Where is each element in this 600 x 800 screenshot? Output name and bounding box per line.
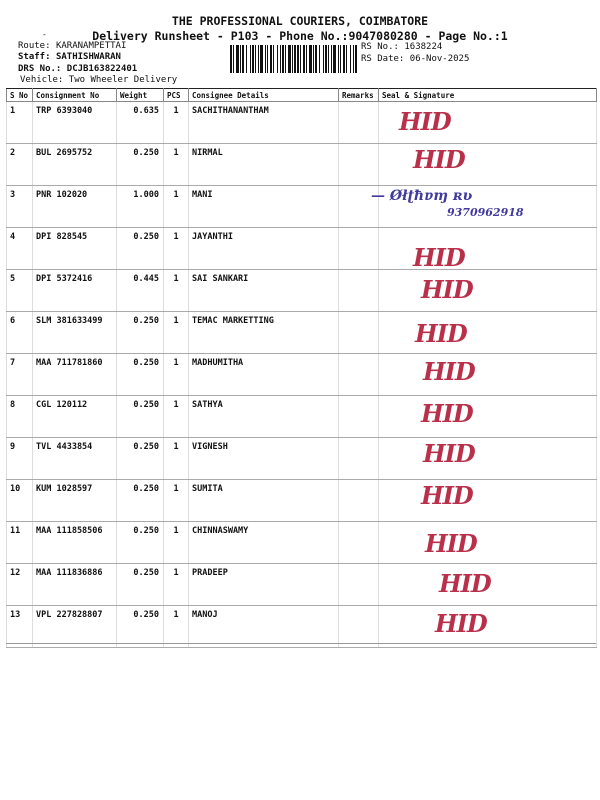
- cell-remarks: [339, 270, 379, 312]
- runsheet-title: Delivery Runsheet - P103 - Phone No.:9047080280 - Page No.:1: [92, 29, 508, 43]
- drs-value: DCJB163822401: [66, 64, 138, 74]
- cell-signature: [379, 270, 597, 312]
- barcode-bar: [350, 45, 351, 73]
- rs-date-value: 06-Nov-2025: [409, 54, 470, 64]
- cell-pcs: 1: [164, 228, 189, 270]
- barcode-bar: [236, 45, 239, 73]
- signature-mark: HID: [399, 107, 451, 136]
- cell-sno: 13: [7, 606, 33, 648]
- cell-signature: [379, 228, 597, 270]
- cell-consignee: MADHUMITHA: [189, 354, 339, 396]
- cell-weight: 0.250: [117, 396, 164, 438]
- col-remarks: Remarks: [339, 89, 379, 102]
- cell-consignee: NIRMAL: [189, 144, 339, 186]
- barcode-bar: [292, 45, 293, 73]
- route-value: KARANAMPETTAI: [55, 41, 127, 51]
- col-sno: S No: [7, 89, 33, 102]
- table-row: [7, 354, 597, 396]
- cell-pcs: 1: [164, 564, 189, 606]
- cell-weight: 0.635: [117, 102, 164, 144]
- signature-mark: HID: [421, 275, 473, 304]
- barcode-bar: [270, 45, 272, 73]
- rs-no-value: 1638224: [404, 42, 443, 52]
- cell-weight: 0.250: [117, 564, 164, 606]
- cell-signature: [371, 186, 597, 228]
- cell-weight: 0.250: [117, 480, 164, 522]
- table-row: [7, 564, 597, 606]
- signature-mark: HID: [421, 399, 473, 428]
- cell-sno: 10: [7, 480, 33, 522]
- cell-consignee: VIGNESH: [189, 438, 339, 480]
- cell-sno: 7: [7, 354, 33, 396]
- barcode-bar: [285, 45, 286, 73]
- col-consignment: Consignment No: [33, 89, 117, 102]
- signature-mark: HID: [413, 145, 465, 174]
- cell-consignment: TRP 6393040: [33, 102, 117, 144]
- barcode-bar: [230, 45, 232, 73]
- barcode-bar: [255, 45, 256, 73]
- cell-remarks: [339, 606, 379, 648]
- cell-consignee: SACHITHANANTHAM: [189, 102, 339, 144]
- vehicle-label: Vehicle:: [20, 75, 64, 85]
- barcode-bar: [343, 45, 345, 73]
- cell-consignee: SUMITA: [189, 480, 339, 522]
- col-consignee: Consignee Details: [189, 89, 339, 102]
- cell-pcs: 1: [164, 270, 189, 312]
- barcode-bar: [242, 45, 244, 73]
- cell-remarks: [339, 312, 379, 354]
- cell-weight: 0.445: [117, 270, 164, 312]
- barcode-bar: [340, 45, 341, 73]
- cell-consignee: SATHYA: [189, 396, 339, 438]
- corner-mark: -: [42, 30, 47, 39]
- cell-consignee: PRADEEP: [189, 564, 339, 606]
- signature-phone: 9370962918: [447, 206, 524, 219]
- signature-mark: HID: [435, 609, 487, 638]
- vehicle-value: Two Wheeler Delivery: [68, 75, 178, 85]
- cell-weight: 0.250: [117, 606, 164, 648]
- barcode-bar: [306, 45, 307, 73]
- barcode-bar: [297, 45, 299, 73]
- barcode-bar: [300, 45, 301, 73]
- cell-sno: 2: [7, 144, 33, 186]
- staff-value: SATHISHWARAN: [55, 52, 121, 62]
- cell-consignment: SLM 381633499: [33, 312, 117, 354]
- barcode-bar: [338, 45, 339, 73]
- cell-sno: 9: [7, 438, 33, 480]
- table-bottom-rule: [6, 643, 596, 644]
- cell-pcs: 1: [164, 522, 189, 564]
- cell-consignment: PNR 102020: [33, 186, 117, 228]
- cell-consignment: MAA 111836886: [33, 564, 117, 606]
- cell-remarks: [339, 354, 379, 396]
- cell-remarks: [339, 438, 379, 480]
- barcode-bar: [323, 45, 324, 73]
- barcode-bar: [294, 45, 296, 73]
- company-name: THE PROFESSIONAL COURIERS, COIMBATORE: [171, 14, 429, 28]
- barcode-bar: [319, 45, 320, 73]
- cell-pcs: 1: [164, 144, 189, 186]
- barcode-bar: [252, 45, 254, 73]
- barcode-bar: [328, 45, 329, 73]
- barcode-bar: [313, 45, 314, 73]
- barcode-bar: [282, 45, 284, 73]
- barcode: [230, 45, 358, 73]
- barcode-bar: [258, 45, 259, 73]
- table-row: [7, 270, 597, 312]
- cell-sno: 12: [7, 564, 33, 606]
- cell-remarks: [339, 102, 379, 144]
- cell-remarks: [339, 144, 379, 186]
- cell-consignment: VPL 227828807: [33, 606, 117, 648]
- signature-mark: HID: [439, 569, 491, 598]
- cell-sno: 6: [7, 312, 33, 354]
- barcode-bar: [288, 45, 291, 73]
- route-line: [18, 41, 126, 51]
- signature-mark: HID: [413, 243, 465, 272]
- cell-pcs: 1: [164, 438, 189, 480]
- cell-consignee: SAI SANKARI: [189, 270, 339, 312]
- cell-signature: [379, 564, 597, 606]
- cell-remarks: [339, 480, 379, 522]
- cell-pcs: 1: [164, 312, 189, 354]
- cell-signature: [379, 144, 597, 186]
- signature-mark: HID: [415, 319, 467, 348]
- cell-remarks: [339, 396, 379, 438]
- cell-consignee: JAYANTHI: [189, 228, 339, 270]
- barcode-bar: [267, 45, 268, 73]
- rs-no-label: RS No.:: [361, 42, 399, 52]
- route-label: Route:: [18, 41, 51, 51]
- signature-mark: HID: [421, 481, 473, 510]
- drs-line: [18, 64, 137, 74]
- cell-remarks: [339, 564, 379, 606]
- rs-date-label: RS Date:: [361, 54, 405, 64]
- cell-weight: 0.250: [117, 438, 164, 480]
- cell-sno: 4: [7, 228, 33, 270]
- cell-weight: 1.000: [117, 186, 164, 228]
- cell-sno: 8: [7, 396, 33, 438]
- drs-label: DRS No.:: [18, 64, 62, 74]
- cell-consignee: CHINNASWAMY: [189, 522, 339, 564]
- cell-remarks: [339, 522, 379, 564]
- table-row: [7, 438, 597, 480]
- barcode-bar: [265, 45, 266, 73]
- cell-consignment: DPI 5372416: [33, 270, 117, 312]
- barcode-bar: [246, 45, 247, 73]
- table-row: [7, 606, 597, 648]
- cell-signature: [379, 522, 597, 564]
- table-row: [7, 522, 597, 564]
- col-weight: Weight: [117, 89, 164, 102]
- cell-sno: 3: [7, 186, 33, 228]
- cell-sno: 1: [7, 102, 33, 144]
- cell-consignee: MANOJ: [189, 606, 339, 648]
- staff-label: Staff:: [18, 52, 51, 62]
- cell-signature: [379, 102, 597, 144]
- cell-pcs: 1: [164, 354, 189, 396]
- signature-mark: HID: [423, 357, 475, 386]
- cell-consignee: MANI: [189, 186, 339, 228]
- cell-signature: [379, 354, 597, 396]
- cell-consignment: CGL 120112: [33, 396, 117, 438]
- barcode-bar: [233, 45, 234, 73]
- table-row: [7, 312, 597, 354]
- cell-weight: 0.250: [117, 522, 164, 564]
- cell-pcs: 1: [164, 396, 189, 438]
- cell-consignment: MAA 111858506: [33, 522, 117, 564]
- cell-consignee: TEMAC MARKETTING: [189, 312, 339, 354]
- cell-pcs: 1: [164, 102, 189, 144]
- barcode-bar: [250, 45, 251, 73]
- barcode-bar: [353, 45, 354, 73]
- cell-pcs: 1: [164, 480, 189, 522]
- barcode-bar: [309, 45, 312, 73]
- cell-consignment: BUL 2695752: [33, 144, 117, 186]
- cell-signature: [379, 480, 597, 522]
- signature-mark: HID: [423, 439, 475, 468]
- cell-weight: 0.250: [117, 144, 164, 186]
- staff-line: [18, 52, 121, 62]
- signature-mark: HID: [425, 529, 477, 558]
- rs-date-line: [361, 54, 469, 64]
- barcode-bar: [331, 45, 332, 73]
- cell-signature: [379, 396, 597, 438]
- cell-remarks: [339, 228, 379, 270]
- barcode-bar: [280, 45, 281, 73]
- cell-consignment: MAA 711781860: [33, 354, 117, 396]
- table-row: [7, 396, 597, 438]
- vehicle-line: [20, 75, 177, 85]
- table-row: [7, 186, 597, 228]
- cell-sno: 5: [7, 270, 33, 312]
- table-row: [7, 228, 597, 270]
- cell-signature: [379, 312, 597, 354]
- cell-sno: 11: [7, 522, 33, 564]
- table-row: [7, 144, 597, 186]
- cell-weight: 0.250: [117, 312, 164, 354]
- cell-consignment: TVL 4433854: [33, 438, 117, 480]
- table-row: [7, 480, 597, 522]
- signature-scrawl: — Øłʈħɐɱ ʀʋ: [371, 188, 473, 204]
- cell-signature: [379, 606, 597, 648]
- cell-consignment: DPI 828545: [33, 228, 117, 270]
- cell-consignment: KUM 1028597: [33, 480, 117, 522]
- cell-weight: 0.250: [117, 354, 164, 396]
- barcode-bar: [315, 45, 317, 73]
- barcode-bar: [273, 45, 274, 73]
- col-signature: Seal & Signature: [379, 89, 597, 102]
- table-header-row: [7, 89, 597, 102]
- barcode-bar: [355, 45, 357, 73]
- barcode-bar: [303, 45, 305, 73]
- cell-pcs: 1: [164, 606, 189, 648]
- cell-pcs: 1: [164, 186, 189, 228]
- cell-weight: 0.250: [117, 228, 164, 270]
- cell-signature: [379, 438, 597, 480]
- runsheet-table: [6, 88, 597, 648]
- barcode-bar: [325, 45, 327, 73]
- rs-no-line: [361, 42, 442, 52]
- col-pcs: PCS: [164, 89, 189, 102]
- barcode-bar: [346, 45, 347, 73]
- barcode-bar: [260, 45, 263, 73]
- barcode-bar: [277, 45, 278, 73]
- table-row: [7, 102, 597, 144]
- barcode-bar: [333, 45, 336, 73]
- barcode-bar: [240, 45, 241, 73]
